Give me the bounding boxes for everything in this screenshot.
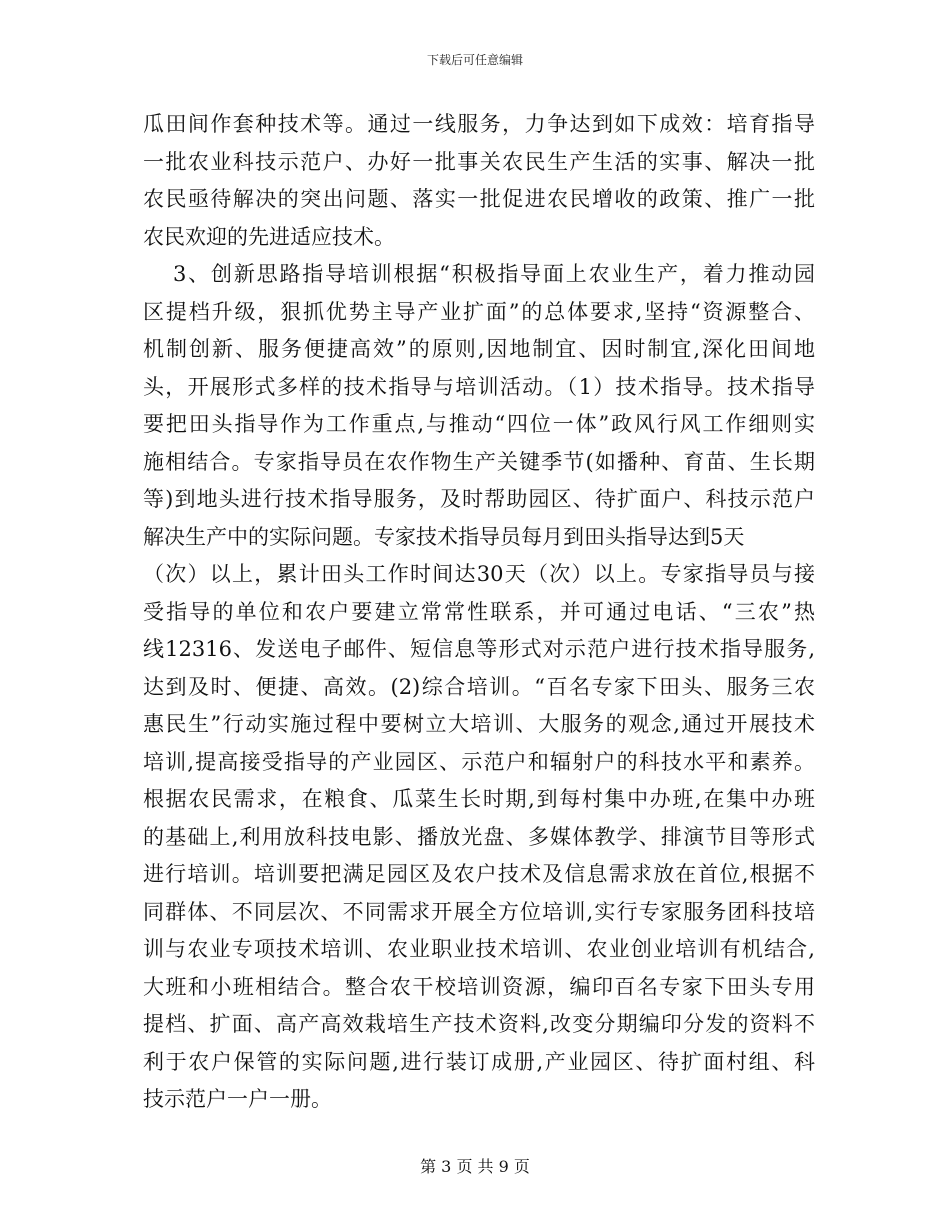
text-line: 的基础上,利用放科技电影、播放光盘、多媒体教学、排演节目等形式 [143, 824, 815, 849]
text-line: 农民欢迎的先进适应技术。 [143, 224, 395, 249]
page-number: 第 3 页 共 9 页 [420, 1157, 530, 1176]
paragraph-start-line: 3、创新思路指导培训根据“积极指导面上农业生产，着力推动园 [173, 262, 815, 286]
text-line: 提档、扩面、高产高效栽培生产技术资料,改变分期编印分发的资料不 [143, 1012, 815, 1036]
text-line: 受指导的单位和农户要建立常常性联系，并可通过电话、“三农”热 [143, 599, 815, 624]
text-line: 培训,提高接受指导的产业园区、示范户和辐射户的科技水平和素养。 [143, 749, 815, 774]
text-line: 一批农业科技示范户、办好一批事关农民生产生活的实事、解决一批 [143, 149, 815, 174]
text-line: 头，开展形式多样的技术指导与培训活动。（1）技术指导。技术指导 [143, 374, 815, 399]
text-line: 根据农民需求，在粮食、瓜菜生长时期,到每村集中办班,在集中办班 [143, 787, 815, 811]
text-line: 同群体、不同层次、不同需求开展全方位培训,实行专家服务团科技培 [143, 899, 815, 924]
text-line: 解决生产中的实际问题。专家技术指导员每月到田头指导达到5天 [143, 524, 745, 549]
text-line: 技示范户一户一册。 [143, 1087, 332, 1111]
text-line: 农民亟待解决的突出问题、落实一批促进农民增收的政策、推广一批 [143, 187, 815, 211]
text-line: 进行培训。培训要把满足园区及农户技术及信息需求放在首位,根据不 [143, 862, 815, 886]
text-line: 要把田头指导作为工作重点,与推动“四位一体”政风行风工作细则实 [143, 412, 815, 436]
text-line: 区提档升级，狠抓优势主导产业扩面”的总体要求,坚持“资源整合、 [143, 299, 815, 324]
text-line: 施相结合。专家指导员在农作物生产关键季节(如播种、育苗、生长期 [143, 449, 815, 474]
text-line: 线12316、发送电子邮件、短信息等形式对示范户进行技术指导服务, [143, 637, 815, 661]
text-line: （次）以上，累计田头工作时间达30天（次）以上。专家指导员与接 [143, 562, 815, 586]
text-line: 训与农业专项技术培训、农业职业技术培训、农业创业培训有机结合, [143, 937, 815, 961]
text-line: 惠民生”行动实施过程中要树立大培训、大服务的观念,通过开展技术 [143, 712, 815, 736]
page-header: 下载后可任意编辑 [426, 53, 523, 67]
text-line: 机制创新、服务便捷高效”的原则,因地制宜、因时制宜,深化田间地 [143, 337, 815, 361]
text-line: 瓜田间作套种技术等。通过一线服务，力争达到如下成效：培育指导 [143, 112, 815, 136]
text-line: 利于农户保管的实际问题,进行装订成册,产业园区、待扩面村组、科 [143, 1049, 815, 1074]
text-line: 等)到地头进行技术指导服务，及时帮助园区、待扩面户、科技示范户 [143, 487, 815, 511]
text-line: 大班和小班相结合。整合农干校培训资源，编印百名专家下田头专用 [143, 974, 815, 999]
body-text [143, 106, 815, 1119]
text-line: 达到及时、便捷、高效。(2)综合培训。“百名专家下田头、服务三农 [143, 674, 815, 699]
